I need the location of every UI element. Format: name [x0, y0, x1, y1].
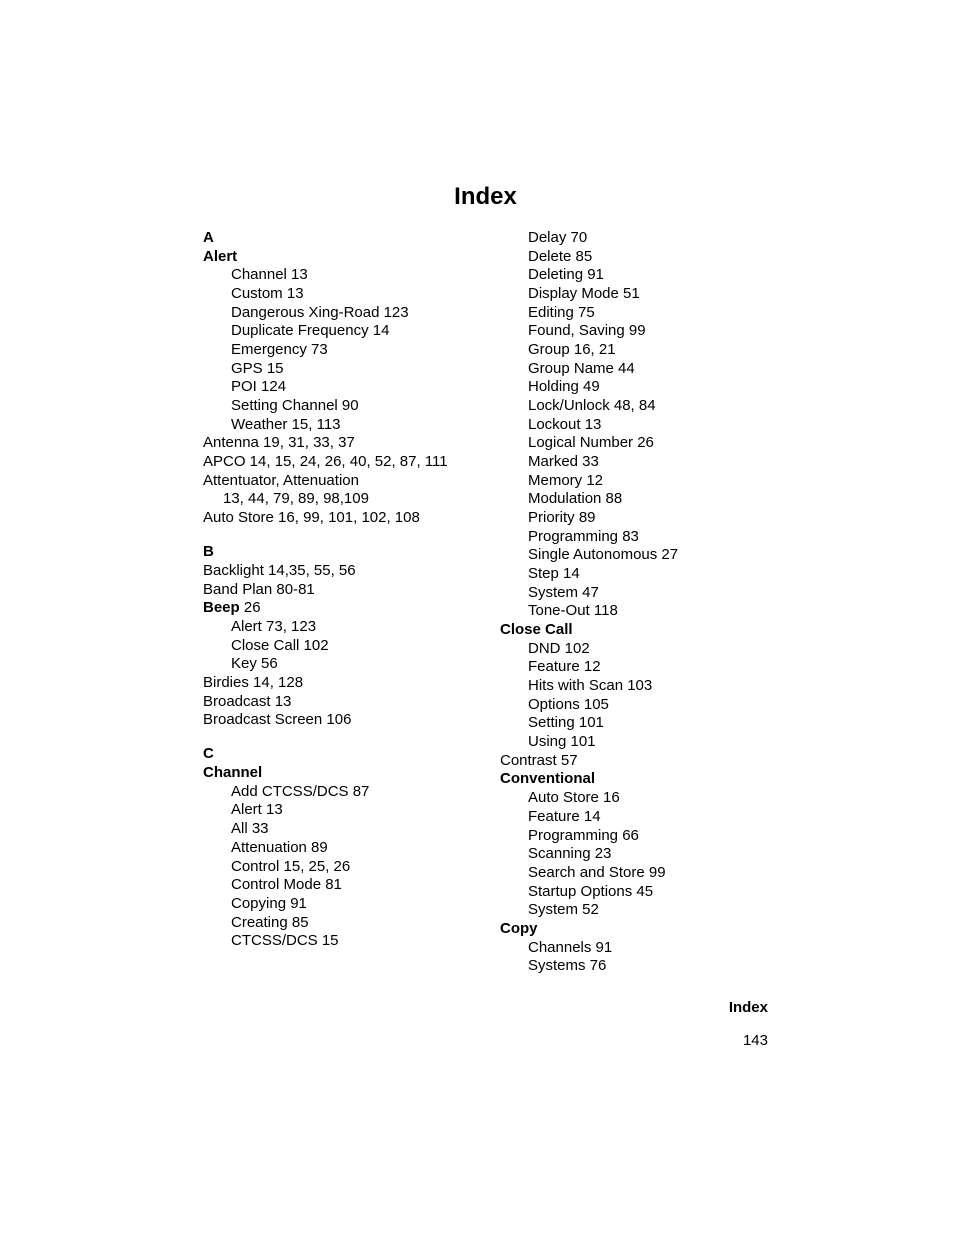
index-subentry: DND 102: [528, 639, 590, 657]
index-subentry: Lockout 13: [528, 415, 602, 433]
index-subentry: Emergency 73: [231, 341, 328, 359]
index-subentry: Scanning 23: [528, 845, 612, 863]
index-letter-heading: C: [203, 745, 214, 763]
index-entry: APCO 14, 15, 24, 26, 40, 52, 87, 111: [203, 453, 448, 471]
index-subentry: Setting 101: [528, 714, 604, 732]
index-subentry: Add CTCSS/DCS 87: [231, 782, 370, 800]
index-subentry: Programming 66: [528, 826, 639, 844]
index-subentry: Memory 12: [528, 471, 604, 489]
index-letter-heading: A: [203, 229, 214, 246]
index-subentry: Found, Saving 99: [528, 322, 646, 340]
index-entry: Backlight 14,35, 55, 56: [203, 561, 356, 579]
index-main-heading: [203, 599, 493, 618]
index-subentry: Key 56: [231, 655, 278, 673]
index-entry: Contrast 57: [500, 751, 578, 769]
page-number: 143: [742, 1032, 768, 1049]
index-subentry: Deleting 91: [528, 266, 604, 284]
index-entry: Birdies 14, 128: [203, 673, 304, 691]
index-subentry: Single Autonomous 27: [528, 546, 679, 564]
index-subentry: CTCSS/DCS 15: [231, 932, 339, 950]
index-column-right: [500, 229, 800, 976]
index-subentry: Feature 12: [528, 658, 601, 676]
index-entry-continuation: 13, 44, 79, 89, 98,109: [223, 490, 369, 508]
index-subentry: Channel 13: [231, 266, 308, 284]
index-letter-heading: B: [203, 543, 214, 561]
index-page-refs: 26: [239, 599, 261, 617]
index-subentry: Hits with Scan 103: [528, 677, 653, 695]
footer-section-label: Index: [728, 999, 768, 1016]
index-subentry: Control Mode 81: [231, 876, 342, 894]
index-subentry: Auto Store 16: [528, 789, 620, 807]
index-subentry: Attenuation 89: [231, 838, 328, 856]
index-entry: Attentuator, Attenuation: [203, 471, 359, 489]
index-subentry: Editing 75: [528, 303, 595, 321]
page-title: Index: [454, 183, 517, 210]
index-entry: Band Plan 80-81: [203, 580, 315, 598]
index-subentry: Duplicate Frequency 14: [231, 322, 390, 340]
index-subentry: Step 14: [528, 565, 580, 583]
index-subentry: Holding 49: [528, 378, 600, 396]
index-subentry: Startup Options 45: [528, 882, 654, 900]
index-subentry: POI 124: [231, 378, 287, 396]
index-main-heading: Close Call: [500, 621, 573, 639]
index-subentry: Delete 85: [528, 247, 593, 265]
index-entry: Auto Store 16, 99, 101, 102, 108: [203, 509, 420, 527]
index-subentry: Dangerous Xing-Road 123: [231, 303, 409, 321]
index-main-heading: Conventional: [500, 770, 596, 788]
index-subentry: Display Mode 51: [528, 285, 640, 303]
index-subentry: Logical Number 26: [528, 434, 654, 452]
index-subentry: Options 105: [528, 695, 609, 713]
index-entry: Broadcast 13: [203, 692, 292, 710]
index-subentry: Weather 15, 113: [231, 415, 341, 433]
index-subentry: Group Name 44: [528, 359, 635, 377]
index-subentry: Programming 83: [528, 527, 639, 545]
index-subentry: Copying 91: [231, 894, 307, 912]
index-entry: Antenna 19, 31, 33, 37: [203, 434, 355, 452]
index-subentry: Creating 85: [231, 913, 309, 931]
index-subentry: Priority 89: [528, 509, 596, 527]
index-subentry: Tone-Out 118: [528, 602, 618, 620]
index-column-left: [203, 229, 493, 951]
index-subentry: All 33: [231, 820, 269, 838]
index-subentry: Group 16, 21: [528, 341, 616, 359]
index-subentry: Alert 13: [231, 801, 283, 819]
index-heading-label: Beep: [203, 599, 240, 617]
section-spacer: [203, 730, 493, 746]
index-subentry: Feature 14: [528, 807, 601, 825]
index-subentry: Channels 91: [528, 938, 613, 956]
index-subentry: Marked 33: [528, 453, 599, 471]
index-subentry: Lock/Unlock 48, 84: [528, 397, 656, 415]
index-subentry: Close Call 102: [231, 636, 329, 654]
index-subentry: Control 15, 25, 26: [231, 857, 351, 875]
index-subentry: Using 101: [528, 733, 596, 751]
section-spacer: [203, 528, 493, 544]
index-entry: Broadcast Screen 106: [203, 711, 352, 729]
index-subentry: Delay 70: [528, 229, 588, 246]
index-subentry: Search and Store 99: [528, 863, 666, 881]
index-subentry: Alert 73, 123: [231, 617, 317, 635]
index-subentry: Setting Channel 90: [231, 397, 359, 415]
index-subentry: System 52: [528, 901, 599, 919]
index-subentry: System 47: [528, 583, 599, 601]
index-main-heading: Copy: [500, 919, 538, 937]
index-main-heading: Alert: [203, 247, 238, 265]
index-main-heading: Channel: [203, 764, 263, 782]
index-subentry: GPS 15: [231, 359, 284, 377]
index-subentry: Systems 76: [528, 957, 607, 975]
index-subentry: Custom 13: [231, 285, 304, 303]
index-subentry: Modulation 88: [528, 490, 623, 508]
